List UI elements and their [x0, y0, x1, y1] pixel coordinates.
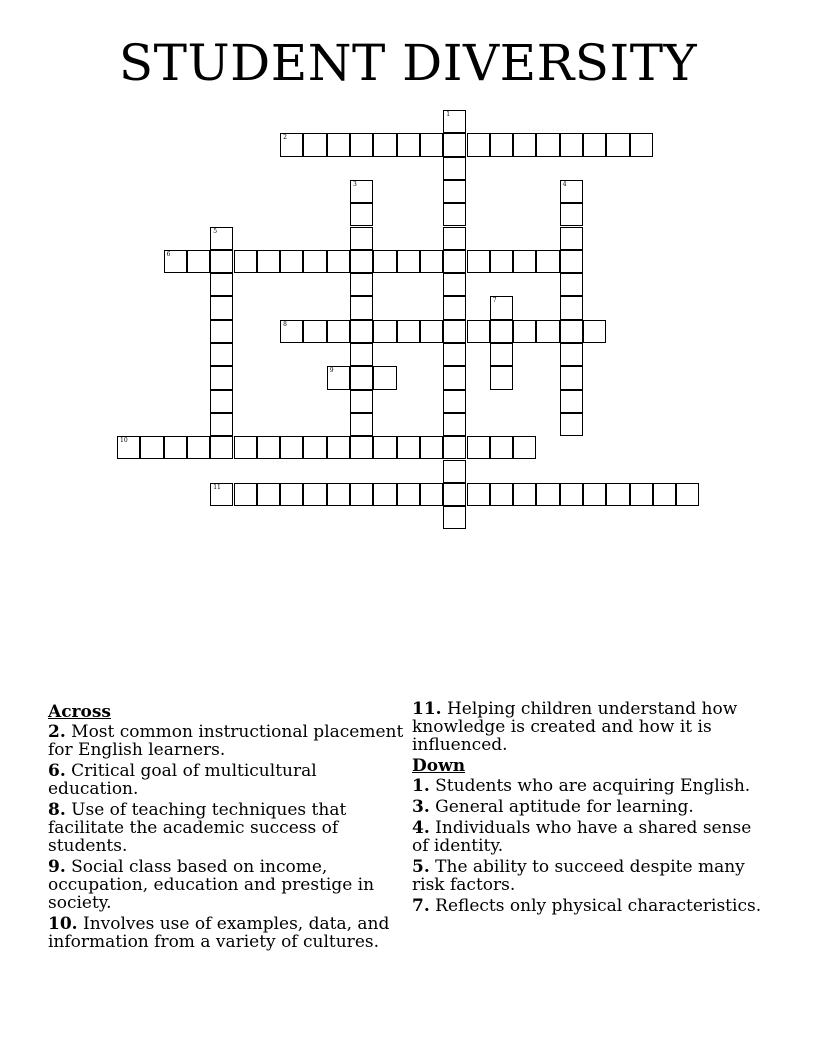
grid-cell[interactable] — [420, 250, 443, 273]
clue-number: 8. — [48, 800, 66, 820]
grid-cell[interactable] — [443, 390, 466, 413]
grid-cell[interactable] — [443, 180, 466, 203]
clues-left-column — [48, 700, 408, 954]
grid-cell[interactable] — [490, 483, 513, 506]
grid-cell[interactable] — [443, 110, 466, 133]
grid-cell[interactable] — [560, 250, 583, 273]
clue-number: 1. — [412, 776, 430, 796]
grid-cell[interactable] — [513, 483, 536, 506]
clue-text: Social class based on income, occupation, education and prestige in society. — [48, 857, 375, 913]
grid-cell[interactable] — [210, 413, 233, 436]
grid-cell[interactable] — [350, 180, 373, 203]
grid-cell[interactable] — [443, 320, 466, 343]
grid-cell[interactable] — [350, 203, 373, 226]
grid-cell[interactable] — [513, 250, 536, 273]
grid-cell[interactable] — [397, 320, 420, 343]
grid-cell[interactable] — [210, 366, 233, 389]
grid-cell[interactable] — [210, 250, 233, 273]
grid-cell[interactable] — [560, 413, 583, 436]
grid-cell[interactable] — [467, 483, 490, 506]
grid-cell[interactable] — [210, 390, 233, 413]
grid-cell[interactable] — [676, 483, 699, 506]
grid-cell[interactable] — [303, 133, 326, 156]
grid-cell[interactable] — [397, 483, 420, 506]
grid-cell[interactable] — [140, 436, 163, 459]
grid-cell[interactable] — [443, 483, 466, 506]
clue-number-label: 11 — [213, 483, 221, 491]
clue-number: 5. — [412, 857, 430, 877]
grid-cell[interactable] — [327, 483, 350, 506]
clue-text: Critical goal of multicultural education. — [48, 761, 317, 799]
clue-down-3 — [412, 798, 762, 816]
grid-cell[interactable] — [280, 483, 303, 506]
grid-cell[interactable] — [373, 133, 396, 156]
grid-cell[interactable] — [443, 227, 466, 250]
grid-cell[interactable] — [420, 436, 443, 459]
clue-down-1 — [412, 777, 762, 795]
grid-cell[interactable] — [303, 320, 326, 343]
grid-cell[interactable] — [653, 483, 676, 506]
grid-cell[interactable] — [280, 250, 303, 273]
clue-across-2 — [48, 723, 408, 759]
grid-cell[interactable] — [210, 296, 233, 319]
grid-cell[interactable] — [560, 133, 583, 156]
grid-cell[interactable] — [513, 320, 536, 343]
clue-text: The ability to succeed despite many risk factors. — [412, 857, 745, 895]
clue-across-9 — [48, 858, 408, 912]
clue-text: Individuals who have a shared sense of identity. — [412, 818, 752, 856]
clue-across-10 — [48, 915, 408, 951]
grid-cell[interactable] — [350, 227, 373, 250]
grid-cell[interactable] — [350, 133, 373, 156]
grid-cell[interactable] — [210, 320, 233, 343]
grid-cell[interactable] — [327, 133, 350, 156]
grid-cell[interactable] — [234, 436, 257, 459]
clue-number: 3. — [412, 797, 430, 817]
grid-cell[interactable] — [327, 250, 350, 273]
grid-cell[interactable] — [420, 133, 443, 156]
grid-cell[interactable] — [536, 320, 559, 343]
across-heading: Across — [48, 702, 111, 722]
grid-cell[interactable] — [560, 180, 583, 203]
grid-cell[interactable] — [583, 320, 606, 343]
clue-across-8 — [48, 801, 408, 855]
grid-cell[interactable] — [560, 203, 583, 226]
grid-cell[interactable] — [397, 250, 420, 273]
clue-number: 10. — [48, 914, 78, 934]
grid-cell[interactable] — [327, 436, 350, 459]
clue-number-label: 8 — [283, 320, 287, 328]
grid-cell[interactable] — [560, 227, 583, 250]
grid-cell[interactable] — [210, 436, 233, 459]
clue-across-6 — [48, 762, 408, 798]
grid-cell[interactable] — [350, 296, 373, 319]
clue-number-label: 4 — [562, 180, 567, 188]
grid-cell[interactable] — [350, 436, 373, 459]
grid-cell[interactable] — [303, 250, 326, 273]
grid-cell[interactable] — [606, 483, 629, 506]
grid-cell[interactable] — [164, 250, 187, 273]
clue-number: 4. — [412, 818, 430, 838]
grid-cell[interactable] — [513, 133, 536, 156]
grid-cell[interactable] — [350, 483, 373, 506]
grid-cell[interactable] — [420, 483, 443, 506]
grid-cell[interactable] — [560, 273, 583, 296]
clue-text: Most common instructional placement for English learners. — [48, 722, 404, 760]
clue-number-label: 1 — [446, 111, 451, 118]
puzzle-title: STUDENT DIVERSITY — [118, 34, 698, 92]
grid-cell[interactable] — [606, 133, 629, 156]
grid-cell[interactable] — [560, 390, 583, 413]
grid-cell[interactable] — [490, 133, 513, 156]
grid-cell[interactable] — [490, 296, 513, 319]
clue-number: 7. — [412, 896, 430, 916]
clue-text: Helping children understand how knowledge is created and how it is influenced. — [412, 699, 738, 755]
clue-number-label: 10 — [120, 437, 128, 445]
clue-text: Reflects only physical characteristics. — [435, 896, 762, 916]
grid-cell[interactable] — [467, 436, 490, 459]
grid-cell[interactable] — [490, 320, 513, 343]
grid-cell[interactable] — [443, 133, 466, 156]
grid-cell[interactable] — [443, 366, 466, 389]
grid-cell[interactable] — [443, 296, 466, 319]
grid-cell[interactable] — [560, 366, 583, 389]
grid-cell[interactable] — [164, 436, 187, 459]
grid-cell[interactable] — [257, 436, 280, 459]
grid-cell[interactable] — [373, 250, 396, 273]
down-heading: Down — [412, 756, 466, 776]
grid-cell[interactable] — [187, 250, 210, 273]
grid-cell[interactable] — [560, 320, 583, 343]
clue-number: 2. — [48, 722, 66, 742]
grid-cell[interactable] — [280, 320, 303, 343]
grid-cell[interactable] — [397, 133, 420, 156]
clue-number-label: 7 — [492, 297, 497, 305]
clue-down-7 — [412, 897, 762, 915]
grid-cell[interactable] — [536, 250, 559, 273]
grid-cell[interactable] — [443, 436, 466, 459]
grid-cell[interactable] — [490, 250, 513, 273]
grid-cell[interactable] — [536, 133, 559, 156]
grid-cell[interactable] — [467, 133, 490, 156]
grid-cell[interactable] — [350, 366, 373, 389]
grid-cell[interactable] — [560, 483, 583, 506]
grid-cell[interactable] — [490, 366, 513, 389]
grid-cell[interactable] — [303, 436, 326, 459]
grid-cell[interactable] — [443, 157, 466, 180]
grid-cell[interactable] — [350, 250, 373, 273]
clues-right-column — [412, 700, 762, 918]
grid-cell[interactable] — [210, 227, 233, 250]
grid-cell[interactable] — [257, 250, 280, 273]
grid-cell[interactable] — [350, 413, 373, 436]
grid-cell[interactable] — [443, 203, 466, 226]
grid-cell[interactable] — [373, 483, 396, 506]
grid-cell[interactable] — [443, 250, 466, 273]
clue-number-label: 9 — [329, 367, 334, 375]
grid-cell[interactable] — [350, 343, 373, 366]
clue-down-4 — [412, 819, 762, 855]
grid-cell[interactable] — [583, 483, 606, 506]
grid-cell[interactable] — [560, 343, 583, 366]
grid-cell[interactable] — [234, 483, 257, 506]
grid-cell[interactable] — [513, 436, 536, 459]
grid-cell[interactable] — [234, 250, 257, 273]
grid-cell[interactable] — [280, 436, 303, 459]
clue-down-5 — [412, 858, 762, 894]
grid-cell[interactable] — [210, 343, 233, 366]
grid-cell[interactable] — [373, 436, 396, 459]
grid-cell[interactable] — [373, 366, 396, 389]
clue-text: Involves use of examples, data, and information from a variety of cultures. — [48, 914, 390, 952]
clue-text: Use of teaching techniques that facilitate the academic success of students. — [48, 800, 347, 856]
grid-cell[interactable] — [280, 133, 303, 156]
grid-cell[interactable] — [303, 483, 326, 506]
grid-cell[interactable] — [536, 483, 559, 506]
clue-text: General aptitude for learning. — [435, 797, 694, 817]
clue-number: 11. — [412, 699, 442, 719]
grid-cell[interactable] — [443, 273, 466, 296]
grid-cell[interactable] — [443, 506, 466, 529]
grid-cell[interactable] — [467, 250, 490, 273]
grid-cell[interactable] — [327, 320, 350, 343]
grid-cell[interactable] — [187, 436, 210, 459]
clue-number-label: 3 — [353, 180, 357, 188]
clue-text: Students who are acquiring English. — [435, 776, 751, 796]
grid-cell[interactable] — [630, 133, 653, 156]
grid-cell[interactable] — [443, 460, 466, 483]
clue-number: 6. — [48, 761, 66, 781]
grid-cell[interactable] — [583, 133, 606, 156]
grid-cell[interactable] — [210, 483, 233, 506]
clue-number-label: 5 — [213, 227, 218, 235]
grid-cell[interactable] — [420, 320, 443, 343]
clue-number-label: 6 — [166, 250, 171, 258]
grid-cell[interactable] — [373, 320, 396, 343]
grid-cell[interactable] — [467, 320, 490, 343]
grid-cell[interactable] — [397, 436, 420, 459]
grid-cell[interactable] — [210, 273, 233, 296]
grid-cell[interactable] — [350, 390, 373, 413]
clue-across-11 — [412, 700, 762, 754]
grid-cell[interactable] — [630, 483, 653, 506]
grid-cell[interactable] — [350, 320, 373, 343]
grid-cell[interactable] — [443, 343, 466, 366]
grid-cell[interactable] — [490, 343, 513, 366]
grid-cell[interactable] — [327, 366, 350, 389]
grid-cell[interactable] — [560, 296, 583, 319]
grid-cell[interactable] — [443, 413, 466, 436]
grid-cell[interactable] — [350, 273, 373, 296]
clue-number: 9. — [48, 857, 66, 877]
grid-cell[interactable] — [117, 436, 140, 459]
grid-cell[interactable] — [490, 436, 513, 459]
grid-cell[interactable] — [257, 483, 280, 506]
clue-number-label: 2 — [283, 134, 287, 142]
